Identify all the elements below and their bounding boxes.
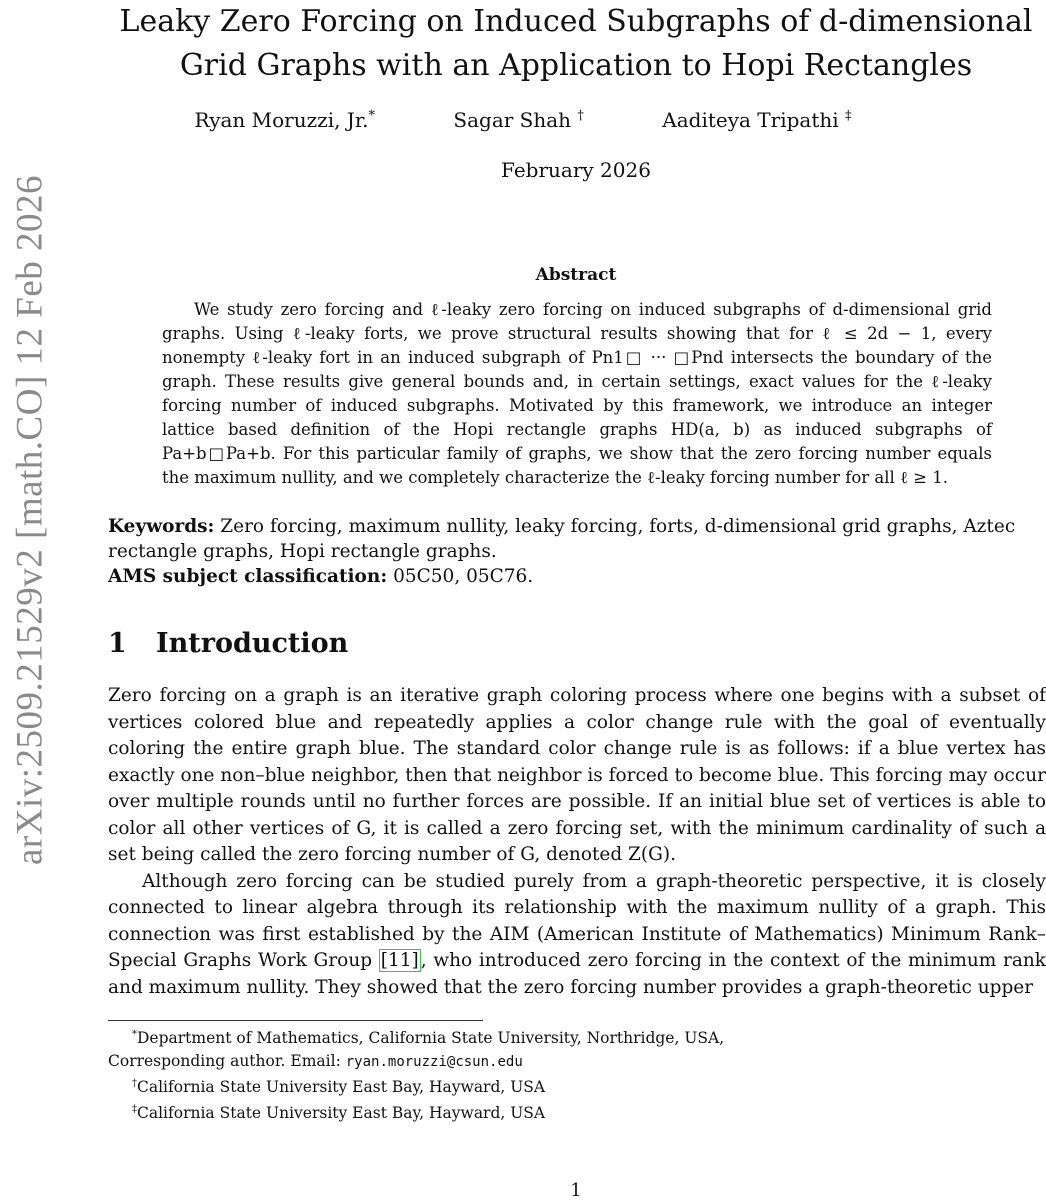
ams-label: AMS subject classification:	[108, 566, 388, 587]
body-text	[108, 683, 1046, 1001]
author-3: Aaditeya Tripathi ‡	[662, 108, 852, 132]
footnote-3: ‡California State University East Bay, Hayward, USA	[132, 1103, 546, 1122]
abstract-heading: Abstract	[535, 265, 617, 285]
page-number: 1	[570, 1180, 582, 1201]
ams-classification	[108, 566, 533, 587]
author-2: Sagar Shah †	[453, 108, 584, 132]
arxiv-identifier-stamp: arXiv:2509.21529v2 [math.CO] 12 Feb 2026	[9, 174, 51, 866]
footnote-rule	[108, 1020, 483, 1021]
footnotes	[108, 1024, 1008, 1124]
keywords-label: Keywords:	[108, 516, 215, 537]
author-1: Ryan Moruzzi, Jr.*	[194, 108, 376, 132]
author-list	[0, 108, 1046, 132]
footnote-1-cont: Corresponding author. Email: ryan.moruzzi@csun.edu	[108, 1051, 523, 1070]
footnote-2: †California State University East Bay, Hayward, USA	[132, 1078, 546, 1097]
abstract-text: We study zero forcing and ℓ-leaky zero forcing on induced subgraphs of d-dimensional grid graphs. Using ℓ-leaky forts, we prove structural results showing that for ℓ ≤ 2d − 1, every nonempty ℓ-leaky fort in an induced subgraph of Pn1□ ··· □Pnd intersects the boundary of the graph. These results give general bounds and, in certain settings, exact values for the ℓ-leaky forcing number of induced subgraphs. Motivated by this framework, we introduce an integer lattice based definition of the Hopi rectangle graphs HD(a, b) as induced subgraphs of Pa+b□Pa+b. For this particular family of graphs, we show that the zero forcing number equals the maximum nullity, and we completely characterize the ℓ-leaky forcing number for all ℓ ≥ 1.	[162, 300, 992, 487]
section-number: 1	[108, 628, 127, 659]
email-link[interactable]: ryan.moruzzi@csun.edu	[345, 1053, 523, 1070]
section-heading	[108, 628, 348, 659]
ams-codes: 05C50, 05C76.	[393, 566, 534, 587]
keywords-text: Zero forcing, maximum nullity, leaky forcing, forts, d-dimensional grid graphs, Aztec rectangle graphs, Hopi rectangle graphs.	[108, 516, 1016, 562]
footnote-1: *Department of Mathematics, California State University, Northridge, USA,	[132, 1029, 725, 1048]
keywords	[108, 514, 1046, 564]
paper-title: Leaky Zero Forcing on Induced Subgraphs of d-dimensional Grid Graphs with an Application to Hopi Rectangles	[119, 4, 1033, 83]
paragraph-2: Although zero forcing can be studied purely from a graph-theoretic perspective, it is closely connected to linear algebra through its relationship with the maximum nullity of a graph. This connection was first established by the AIM (American Institute of Mathematics) Minimum Rank–Special Graphs Work Group [11] , who introduced zero forcing in the context of the minimum rank and maximum nullity. They showed that the zero forcing number provides a graph-theoretic upper	[108, 870, 1046, 998]
section-title: Introduction	[156, 628, 349, 659]
citation-link[interactable]: [11]	[380, 950, 419, 971]
paragraph-1: Zero forcing on a graph is an iterative graph coloring process where one begins with a subset of vertices colored blue and repeatedly applies a color change rule with the goal of eventually coloring the entire graph blue. The standard color change rule is as follows: if a blue vertex has exactly one non–blue neighbor, then that neighbor is forced to become blue. This forcing may occur over multiple rounds until no further forces are possible. If an initial blue set of vertices is able to color all other vertices of G, it is called a zero forcing set, with the minimum cardinality of such a set being called the zero forcing number of G, denoted Z(G).	[108, 685, 1046, 865]
publication-date: February 2026	[501, 158, 651, 182]
